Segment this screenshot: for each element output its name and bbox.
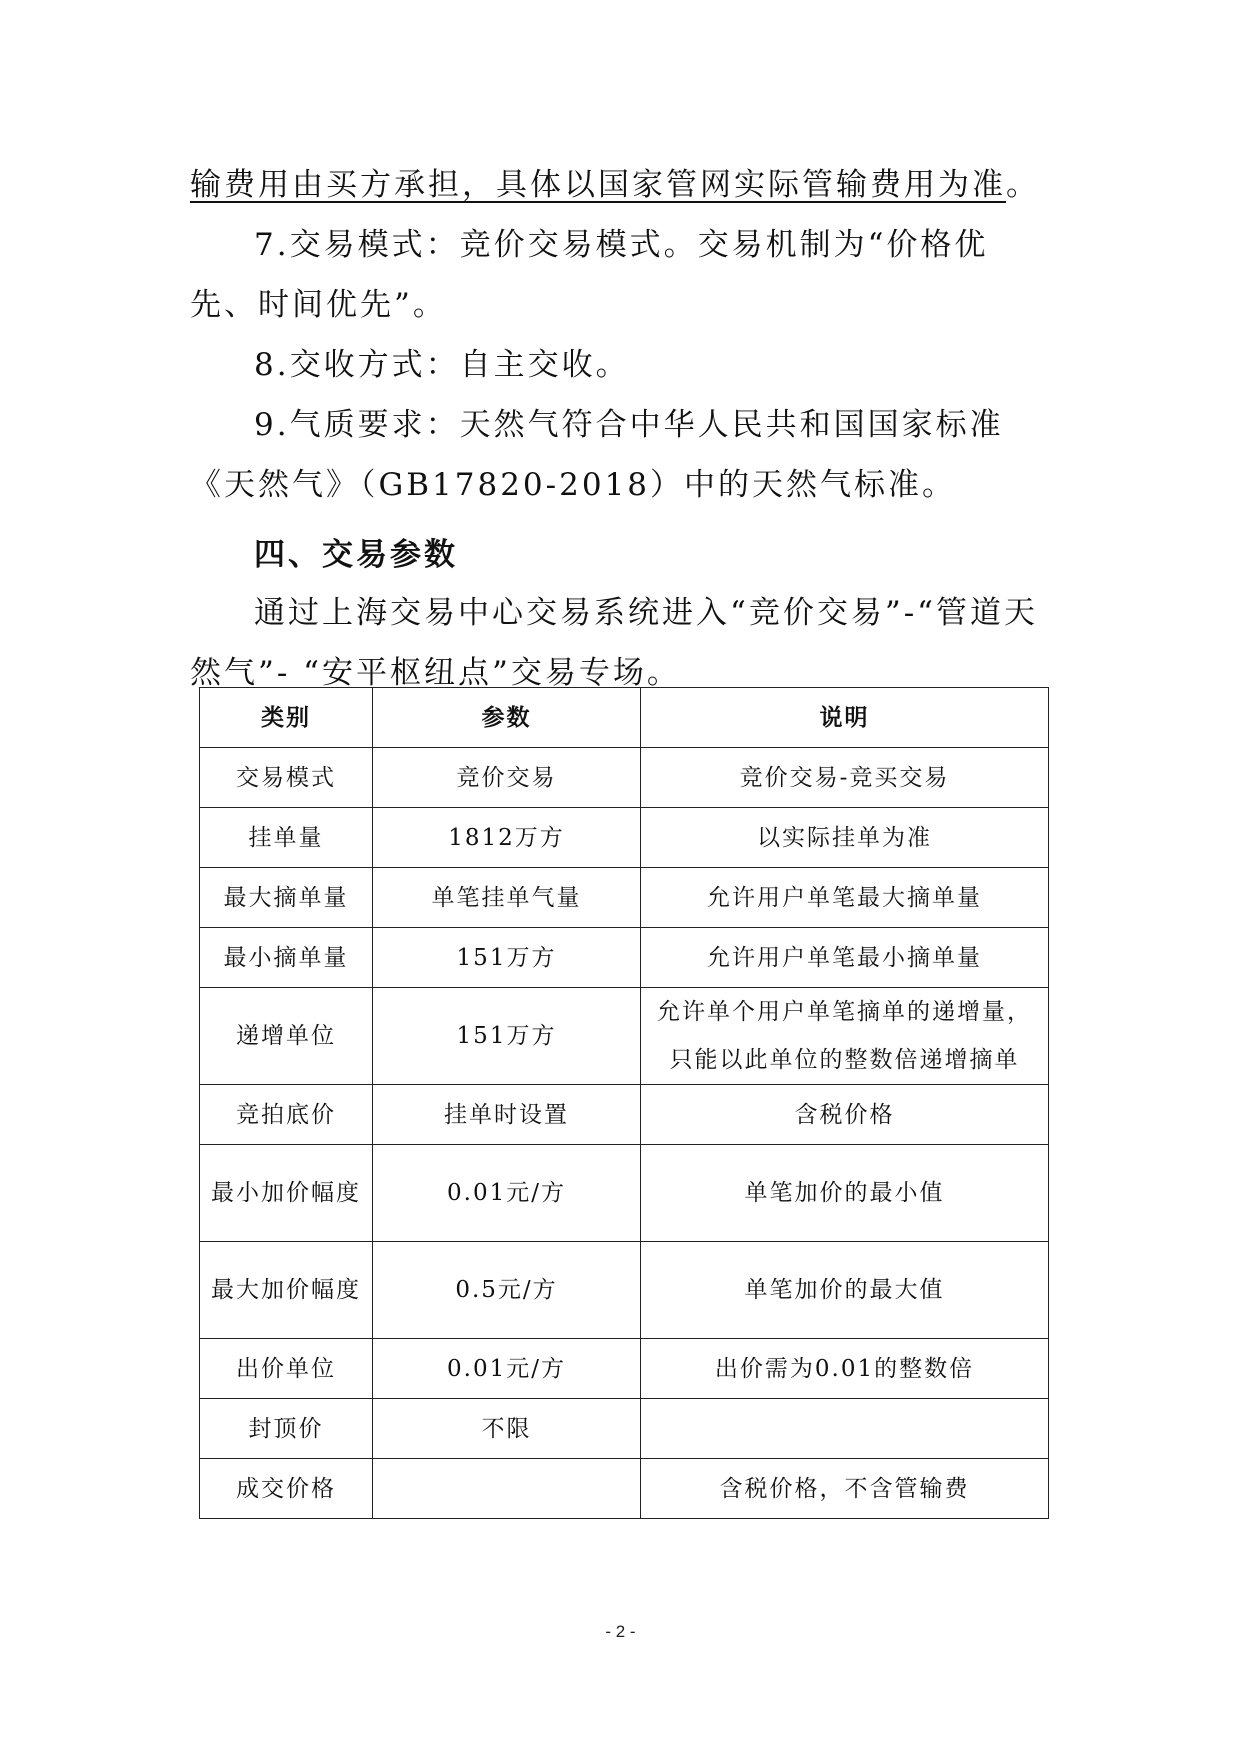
cell-note: 含税价格 [641, 1085, 1049, 1145]
table-row [200, 1145, 1049, 1242]
cell-note [641, 1399, 1049, 1459]
cell-param: 0.5元/方 [373, 1242, 641, 1339]
page-number: - 2 - [605, 1622, 636, 1641]
paragraph-item-9: 9.气质要求：天然气符合中华人民共和国国家标准《天然气》（GB17820-2018）中的天然气标准。 [190, 407, 1004, 503]
cell-category: 竞拍底价 [200, 1085, 373, 1145]
table-row [200, 1399, 1049, 1459]
section-heading: 四、交易参数 [254, 537, 458, 573]
paragraph-continuation [190, 155, 1050, 215]
cell-note: 含税价格，不含管输费 [641, 1459, 1049, 1519]
cell-param: 挂单时设置 [373, 1085, 641, 1145]
cell-note: 单笔加价的最大值 [641, 1242, 1049, 1339]
cell-param: 竞价交易 [373, 748, 641, 808]
section-intro: 通过上海交易中心交易系统进入“竞价交易”-“管道天然气”- “安平枢纽点”交易专场。 [190, 595, 1039, 691]
cell-note: 允许单个用户单笔摘单的递增量，只能以此单位的整数倍递增摘单 [641, 988, 1049, 1085]
cell-note: 出价需为0.01的整数倍 [641, 1339, 1049, 1399]
cell-category: 最小摘单量 [200, 928, 373, 988]
table-row [200, 928, 1049, 988]
table-header-row [200, 688, 1049, 748]
cell-param: 1812万方 [373, 808, 641, 868]
cell-category: 递增单位 [200, 988, 373, 1085]
cell-param: 单笔挂单气量 [373, 868, 641, 928]
table-row [200, 868, 1049, 928]
table-row [200, 748, 1049, 808]
header-note: 说明 [641, 688, 1049, 748]
paragraph-item-7: 7.交易模式：竞价交易模式。交易机制为“价格优先、时间优先”。 [190, 227, 989, 323]
header-param: 参数 [373, 688, 641, 748]
cell-category: 最大加价幅度 [200, 1242, 373, 1339]
cell-category: 最大摘单量 [200, 868, 373, 928]
table-row [200, 1242, 1049, 1339]
cell-note: 竞价交易-竞买交易 [641, 748, 1049, 808]
cell-note: 允许用户单笔最大摘单量 [641, 868, 1049, 928]
cell-category: 出价单位 [200, 1339, 373, 1399]
cell-category: 最小加价幅度 [200, 1145, 373, 1242]
table-row [200, 988, 1049, 1085]
cell-param: 151万方 [373, 988, 641, 1085]
cell-category: 封顶价 [200, 1399, 373, 1459]
cell-param: 0.01元/方 [373, 1339, 641, 1399]
cell-category: 交易模式 [200, 748, 373, 808]
cell-param [373, 1459, 641, 1519]
paragraph-continuation-end: 。 [1006, 167, 1040, 203]
table-row [200, 1459, 1049, 1519]
cell-category: 成交价格 [200, 1459, 373, 1519]
paragraph-item-8: 8.交收方式：自主交收。 [254, 347, 630, 383]
table-row [200, 808, 1049, 868]
cell-param: 0.01元/方 [373, 1145, 641, 1242]
underlined-text: 输费用由买方承担，具体以国家管网实际管输费用为准 [190, 167, 1006, 203]
cell-category: 挂单量 [200, 808, 373, 868]
cell-note: 单笔加价的最小值 [641, 1145, 1049, 1242]
header-category: 类别 [200, 688, 373, 748]
cell-param: 151万方 [373, 928, 641, 988]
table-row [200, 1085, 1049, 1145]
cell-param: 不限 [373, 1399, 641, 1459]
parameters-table [199, 687, 1049, 1519]
table-row [200, 1339, 1049, 1399]
cell-note: 以实际挂单为准 [641, 808, 1049, 868]
cell-note: 允许用户单笔最小摘单量 [641, 928, 1049, 988]
